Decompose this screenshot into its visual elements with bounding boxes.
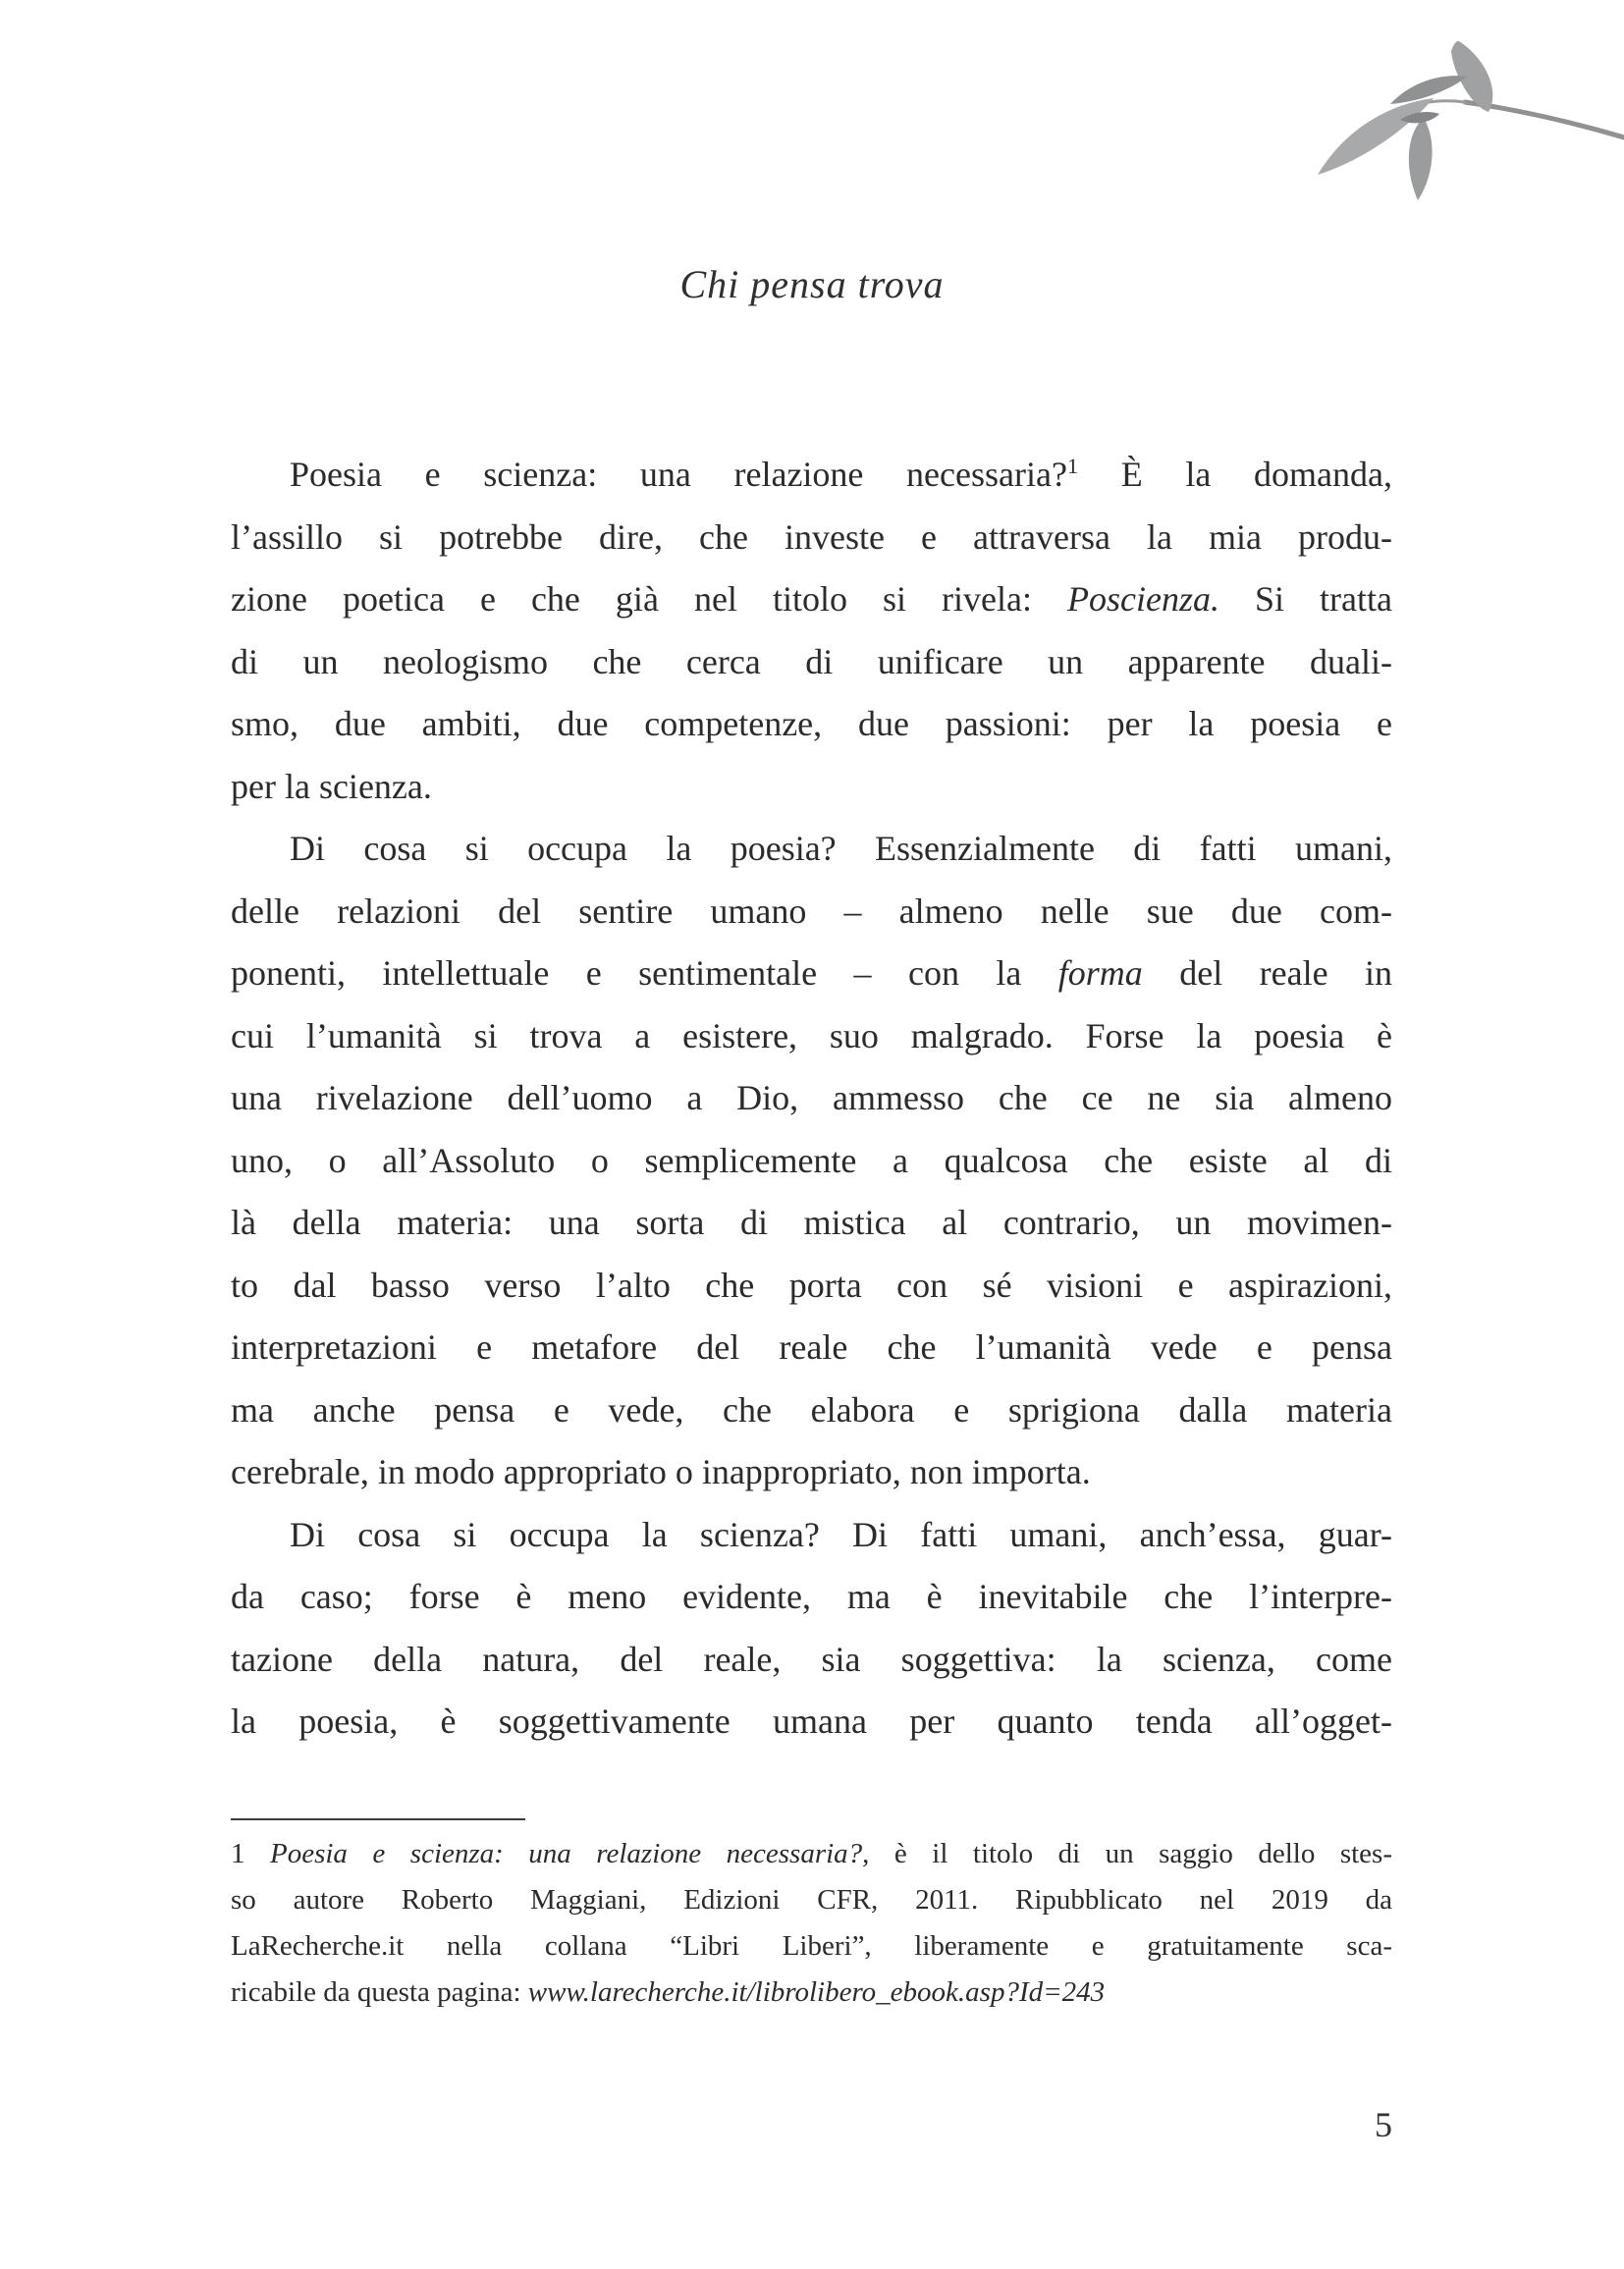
text-line: per la scienza. xyxy=(231,766,432,806)
text-line: ricabile da questa pagina: www.larecherche.it/librolibero_ebook.asp?Id=243 xyxy=(231,1976,1106,2008)
text-line: interpretazioni e metafore del reale che l’umanità vede e pensa xyxy=(231,1327,1392,1367)
text-line: cui l’umanità si trova a esistere, suo malgrado. Forse la poesia è xyxy=(231,1015,1392,1055)
text-line: là della materia: una sorta di mistica al contrario, un movimen- xyxy=(231,1203,1392,1242)
text-line: Poesia e scienza: una relazione necessaria?$^1$ È la domanda, xyxy=(290,454,1392,494)
footnote xyxy=(231,1831,1392,2016)
text-line: da caso; forse è meno evidente, ma è inevitabile che l’interpre- xyxy=(231,1577,1392,1616)
text-line: smo, due ambiti, due competenze, due passioni: per la poesia e xyxy=(231,704,1392,743)
paragraph xyxy=(231,818,1392,1504)
text-line: LaRecherche.it nella collana “Libri Liberi”, liberamente e gratuitamente sca- xyxy=(231,1930,1392,1962)
leaf xyxy=(1409,118,1433,200)
text-line: so autore Roberto Maggiani, Edizioni CFR, 2011. Ripubblicato nel 2019 da xyxy=(231,1884,1392,1916)
footnote-rule xyxy=(231,1818,525,1820)
text-line: cerebrale, in modo appropriato o inappropriato, non importa. xyxy=(231,1452,1091,1491)
text-line: Di cosa si occupa la poesia? Essenzialmente di fatti umani, xyxy=(290,829,1392,868)
text-line: Di cosa si occupa la scienza? Di fatti umani, anch’essa, guar- xyxy=(290,1514,1392,1554)
branch-photo-decoration xyxy=(1208,29,1624,206)
text-line: 1 Poesia e scienza: una relazione necessaria?, è il titolo di un saggio dello stes- xyxy=(231,1838,1392,1869)
text-line: l’assillo si potrebbe dire, che investe e attraversa la mia produ- xyxy=(231,516,1392,557)
text-line: ma anche pensa e vede, che elabora e sprigiona dalla materia xyxy=(231,1389,1392,1430)
text-line: la poesia, è soggettivamente umana per quanto tenda all’ogget- xyxy=(231,1702,1392,1741)
paragraph xyxy=(231,1504,1392,1754)
text-line: tazione della natura, del reale, sia soggettiva: la scienza, come xyxy=(231,1639,1392,1679)
text-line: delle relazioni del sentire umano – almeno nelle sue due com- xyxy=(231,891,1392,931)
text-line: to dal basso verso l’alto che porta con sé visioni e aspirazioni, xyxy=(231,1265,1392,1305)
text-line: di un neologismo che cerca di unificare un apparente duali- xyxy=(231,641,1392,681)
text-line: uno, o all’Assoluto o semplicemente a qualcosa che esiste al di xyxy=(231,1140,1392,1180)
chapter-title: Chi pensa trova xyxy=(679,262,945,306)
body-text xyxy=(231,444,1392,1754)
text-line: zione poetica e che già nel titolo si rivela: Poscienza. Si tratta xyxy=(231,579,1392,619)
page-number: 5 xyxy=(1375,2105,1392,2144)
paragraph xyxy=(231,444,1392,818)
text-line: una rivelazione dell’uomo a Dio, ammesso che ce ne sia almeno xyxy=(231,1078,1392,1117)
text-line: ponenti, intellettuale e sentimentale – con la forma del reale in xyxy=(231,953,1392,993)
